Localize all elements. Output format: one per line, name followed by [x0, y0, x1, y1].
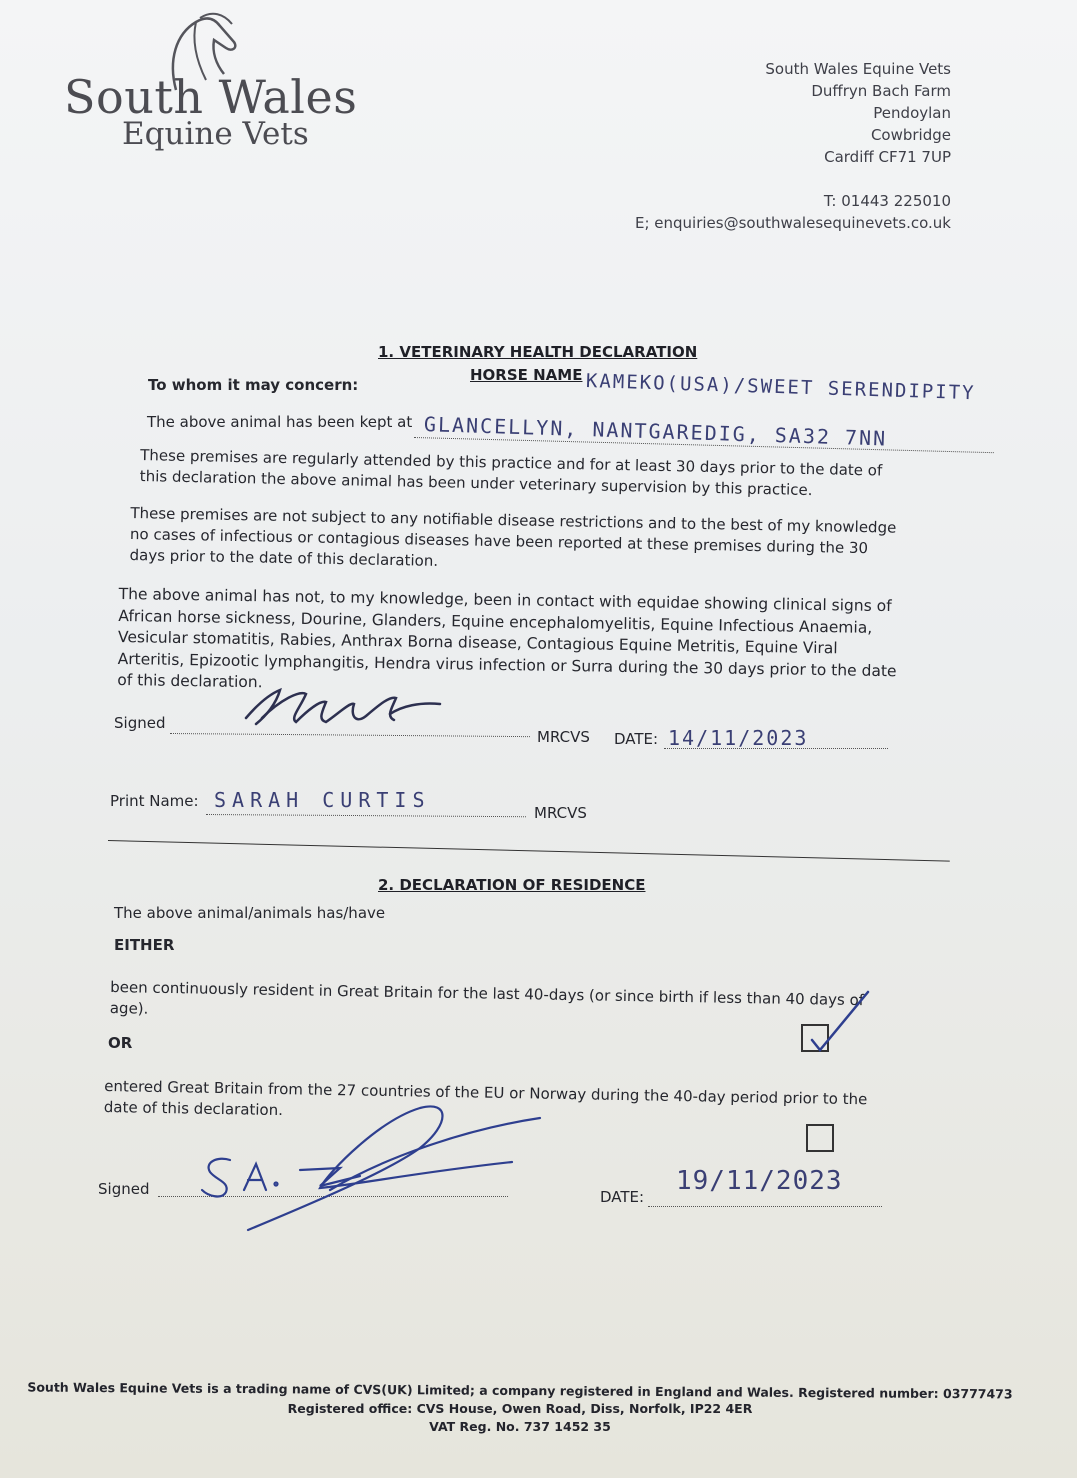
- section1-title: 1. VETERINARY HEALTH DECLARATION: [378, 343, 698, 361]
- print-name-label: Print Name:: [110, 792, 199, 810]
- section2-title: 2. DECLARATION OF RESIDENCE: [378, 876, 646, 894]
- kept-at-value: GLANCELLYN, NANTGAREDIG, SA32 7NN: [423, 412, 888, 451]
- signed-label: Signed: [114, 714, 166, 732]
- owner-signature: [202, 1106, 540, 1230]
- or-label: OR: [108, 1034, 133, 1052]
- vet-signature: [246, 690, 440, 724]
- date-label-2: DATE:: [600, 1188, 645, 1206]
- phone-number: T: 01443 225010: [823, 192, 951, 210]
- salutation: To whom it may concern:: [148, 376, 359, 394]
- option-resident: been continuously resident in Great Britain for the last 40-days (or since birth if less than 40 days of age).: [109, 978, 865, 1018]
- footer-office: Registered office: CVS House, Owen Road, Diss, Norfolk, IP22 4ER: [287, 1401, 753, 1416]
- mrcvs-label: MRCVS: [537, 728, 590, 746]
- signed-label-2: Signed: [98, 1180, 150, 1198]
- date-value-2: 19/11/2023: [676, 1166, 843, 1196]
- print-name-value: SARAH CURTIS: [214, 788, 431, 812]
- horse-name-label: HORSE NAME: [470, 366, 583, 384]
- date-label: DATE:: [614, 730, 659, 748]
- address-line: South Wales Equine Vets: [765, 60, 951, 78]
- print-mrcvs-label: MRCVS: [534, 804, 587, 822]
- paragraph-contact: The above animal has not, to my knowledge, been in contact with equidae showing clinical signs of African horse sickness, Dourine, Glanders, Equine encephalomyelitis, Equine Infectious Anaemia, Vesicular stomatitis, Rabies, Anthrax Borna disease, Contagious Equine Metritis, Equine Viral Arteritis, Epizootic lymphangitis, Hendra virus infection or Surra during the 30 days prior to the date of this declaration.: [117, 585, 897, 692]
- footer-vat: VAT Reg. No. 737 1452 35: [429, 1419, 611, 1434]
- logo-text: South Wales: [64, 70, 358, 124]
- paragraph-restrictions: These premises are not subject to any notifiable disease restrictions and to the best of my knowledge no cases of infectious or contagious diseases have been reported at these premises during the 30 days prior to the date of this declaration.: [129, 504, 897, 570]
- check-mark-icon: [812, 992, 868, 1050]
- paragraph-supervision: These premises are regularly attended by this practice and for at least 30 days prior to the date of this declaration the above animal has been under veterinary supervision by this practice.: [139, 446, 883, 500]
- date-value: 14/11/2023: [668, 726, 809, 750]
- either-label: EITHER: [114, 936, 175, 954]
- footer-company: South Wales Equine Vets is a trading name of CVS(UK) Limited; a company registered in England and Wales. Registered number: 03777473: [27, 1379, 1013, 1402]
- address-line: Cowbridge: [870, 126, 951, 144]
- residence-intro: The above animal/animals has/have: [114, 904, 386, 922]
- kept-at-label: The above animal has been kept at: [147, 413, 413, 431]
- horse-name-value: KAMEKO(USA)/SWEET SERENDIPITY: [585, 370, 976, 405]
- address-line: Pendoylan: [873, 104, 951, 122]
- address-line: Duffryn Bach Farm: [811, 82, 951, 100]
- email-address: E; enquiries@southwalesequinevets.co.uk: [634, 214, 951, 232]
- logo-subtext: Equine Vets: [122, 116, 309, 152]
- option-entered: entered Great Britain from the 27 countries of the EU or Norway during the 40-day period prior to the date of this declaration.: [103, 1077, 868, 1120]
- address-line: Cardiff CF71 7UP: [824, 148, 951, 166]
